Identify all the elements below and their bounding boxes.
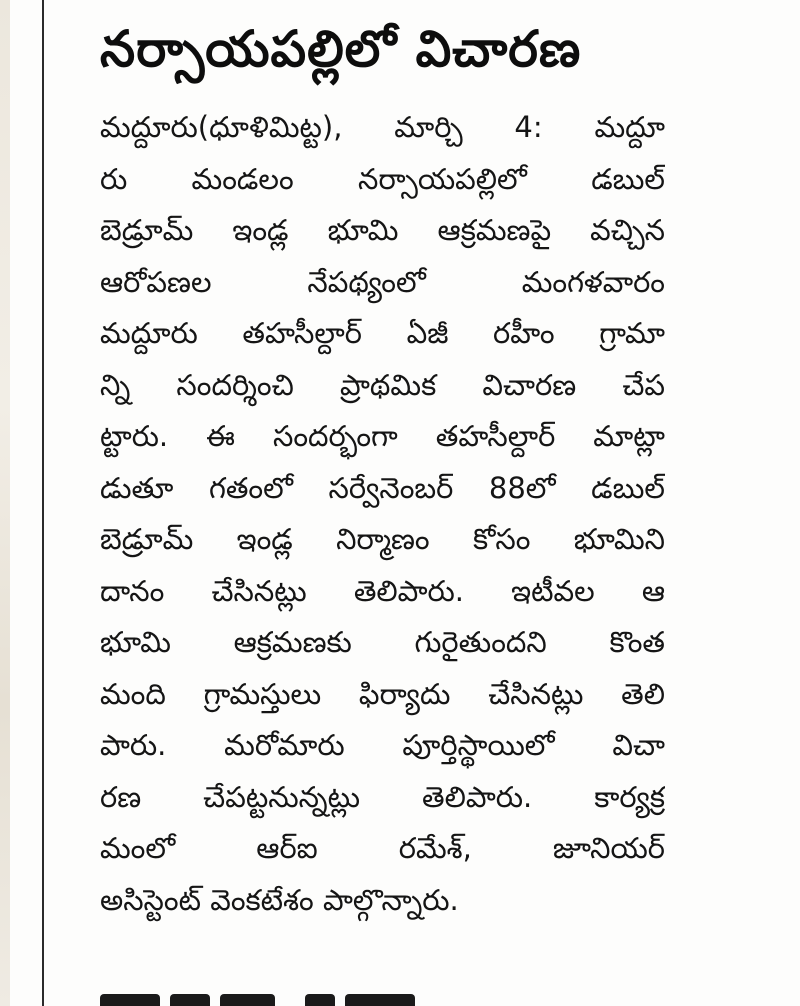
article-body <box>100 102 665 926</box>
article-line: అసిస్టెంట్ వెంకటేశం పాల్గొన్నారు. <box>100 882 459 917</box>
column-rule <box>42 0 44 1006</box>
article-line: మంలో ఆర్ఐ రమేశ్, జూనియర్ <box>100 831 665 865</box>
article-line: డుతూ గతంలో సర్వేనెంబర్ 88లో డబుల్ <box>100 470 665 505</box>
article-line: ఆరోపణల నేపథ్యంలో మంగళవారం <box>100 264 665 299</box>
article-line: దానం చేసినట్లు తెలిపారు. ఇటీవల ఆ <box>100 573 665 608</box>
article-line: బెడ్రూమ్ ఇండ్ల నిర్మాణం కోసం భూమిని <box>100 522 665 556</box>
article-line: మంది గ్రామస్తులు ఫిర్యాదు చేసినట్లు తెలి <box>100 676 665 711</box>
article-line: బెడ్రూమ్ ఇండ్ల భూమి ఆక్రమణపై వచ్చిన <box>100 213 665 247</box>
article-line: రు మండలం నర్సాయపల్లిలో డబుల్ <box>100 161 665 196</box>
next-article-headline-cropped <box>100 990 480 1006</box>
article-line: న్ని సందర్శించి ప్రాథమిక విచారణ చేప <box>100 367 665 402</box>
article-line: పారు. మరోమారు పూర్తిస్థాయిలో విచా <box>100 728 665 762</box>
article-line: మద్దూరు(ధూళిమిట్ట), మార్చి 4: మద్దూ <box>100 110 665 144</box>
left-margin-edge <box>0 0 10 1006</box>
article-headline: నర్సాయపల్లిలో విచారణ <box>100 20 582 78</box>
article-line: భూమి ఆక్రమణకు గురైతుందని కొంత <box>100 625 665 659</box>
article-line: మద్దూరు తహసీల్దార్ ఏజీ రహీం గ్రామా <box>100 316 665 350</box>
article-line: ట్టారు. ఈ సందర్భంగా తహసీల్దార్ మాట్లా <box>100 419 665 453</box>
article-line: రణ చేపట్టనున్నట్లు తెలిపారు. కార్యక్ర <box>100 779 665 814</box>
